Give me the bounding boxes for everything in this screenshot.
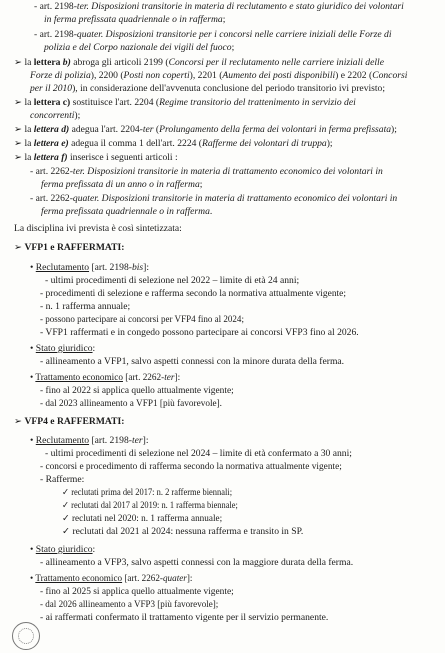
text-segment: concorrenti: [30, 110, 75, 121]
text-line: [41, 206, 212, 218]
text-segment: ter: [164, 372, 175, 383]
bullet-marker: ➢: [14, 242, 25, 253]
text-segment: );: [326, 138, 333, 149]
text-segment: - art. 2262-: [30, 166, 73, 177]
text-segment: - ultimi procedimenti di selezione nel 2024 – limite di età confermato a 30 anni;: [45, 448, 352, 459]
text-segment: );: [74, 110, 81, 121]
text-segment: [art. 2198-: [89, 435, 132, 446]
text-line: [14, 97, 356, 109]
text-segment: Regime transitorio del trattenimento in servizio dei: [159, 97, 356, 108]
text-segment: Trattamento economico: [35, 372, 123, 383]
text-segment: la: [24, 152, 34, 163]
text-line: [40, 327, 359, 339]
text-segment: - allineamento a VFP1, salvo aspetti connessi con la minore durata della ferma.: [40, 356, 345, 367]
text-segment: - allineamento a VFP3, salvo aspetti connessi con la maggiore durata della ferma.: [40, 557, 354, 568]
text-line: [40, 356, 344, 368]
text-line: [40, 612, 328, 624]
text-segment: );: [391, 124, 397, 135]
text-line: [40, 474, 84, 486]
text-line: [14, 242, 124, 254]
text-segment: La disciplina ivi prevista è così sintetizzata:: [14, 223, 182, 234]
text-segment: [art. 2262-: [122, 573, 163, 584]
text-segment: - art. 2198-: [34, 29, 77, 40]
text-segment: - art. 2198-: [34, 1, 77, 12]
bullet-marker: ✓: [62, 487, 72, 498]
text-segment: Concorsi: [372, 70, 408, 81]
text-line: [34, 1, 404, 13]
text-segment: ]:: [143, 262, 150, 273]
text-segment: Prolungamento della ferma dei volontari in ferma prefissata: [159, 124, 392, 135]
text-line: [41, 179, 202, 191]
text-segment: ), in considerazione dell'avvenuta conclusione del periodo transitorio ivi previsto;: [72, 83, 386, 94]
text-segment: Stato giuridico: [35, 343, 93, 354]
text-segment: bis: [131, 262, 144, 273]
text-line: [62, 487, 232, 499]
text-segment: ;: [199, 179, 203, 190]
text-segment: - possono partecipare ai concorsi per VFP4 fino al 2024;: [40, 314, 244, 325]
text-line: [30, 193, 397, 205]
text-segment: - Rafferme:: [40, 474, 85, 485]
text-segment: ter: [142, 124, 154, 135]
text-segment: adegua il comma 1 dell'art. 2224 (: [68, 138, 203, 149]
text-segment: in ferma prefissata quadriennale o in rafferma: [44, 14, 223, 25]
bullet-marker: •: [30, 435, 36, 446]
text-segment: Trattamento economico: [35, 573, 123, 584]
text-segment: - dal 2026 allineamento a VFP3 [più favorevole];: [40, 599, 219, 610]
text-line: [30, 262, 149, 274]
text-segment: la: [24, 124, 34, 135]
text-line: [40, 599, 218, 611]
text-segment: polizia e del Corpo nazionale dei vigili del fuoco: [44, 42, 232, 53]
text-segment: - VFP1 raffermati e in congedo possono partecipare ai concorsi VFP3 fino al 2026.: [40, 327, 359, 338]
text-segment: la: [24, 57, 34, 68]
text-segment: ter. Disposizioni transitorie in materia di trattamento economico dei volontari in: [72, 166, 383, 177]
text-segment: Posti non coperti: [123, 70, 190, 81]
text-line: [30, 544, 95, 556]
seal-stamp: [12, 622, 40, 650]
text-segment: ), 2200 (: [90, 70, 124, 81]
text-segment: :: [92, 343, 96, 354]
text-line: [62, 513, 222, 525]
text-segment: lettera e): [33, 138, 69, 149]
text-line: [40, 586, 234, 598]
text-segment: ), 2201 (: [189, 70, 223, 81]
text-segment: ]:: [142, 435, 149, 446]
bullet-marker: ➢: [14, 138, 25, 149]
text-segment: abroga gli articoli 2199 (: [70, 57, 169, 68]
bullet-marker: ✓: [62, 526, 73, 537]
text-line: [30, 70, 407, 82]
text-line: [40, 301, 130, 313]
text-segment: inserisce i seguenti articoli :: [67, 152, 178, 163]
text-segment: VFP4 e RAFFERMATI:: [24, 416, 125, 427]
text-segment: adegua l'art. 2204-: [69, 124, 143, 135]
text-segment: ferma prefissata quadriennale o in rafferma: [41, 206, 210, 217]
text-line: [62, 526, 303, 538]
text-segment: lettera c): [33, 97, 71, 108]
text-segment: reclutati dal 2021 al 2024: nessuna rafferma e transito in SP.: [72, 526, 304, 537]
text-line: [45, 448, 352, 460]
text-segment: ]:: [186, 573, 193, 584]
bullet-marker: ➢: [14, 152, 25, 163]
text-line: [30, 166, 383, 178]
text-line: [40, 398, 222, 410]
text-line: [62, 500, 238, 512]
text-segment: Reclutamento: [35, 435, 90, 446]
text-line: [14, 152, 178, 164]
text-segment: - ultimi procedimenti di selezione nel 2022 – limite di età 24 anni;: [45, 275, 300, 286]
bullet-marker: ➢: [14, 57, 25, 68]
text-segment: .: [209, 206, 213, 217]
bullet-marker: ➢: [14, 416, 25, 427]
text-line: [40, 557, 353, 569]
text-line: [14, 223, 182, 235]
text-segment: - fino al 2022 si applica quello attualmente vigente;: [40, 385, 234, 396]
text-line: [34, 29, 392, 41]
text-segment: - ai raffermati confermato il trattamento vigente per il servizio permanente.: [40, 612, 329, 623]
text-segment: ter. Disposizioni transitorie in materia di reclutamento e stato giuridico dei volontari: [76, 1, 404, 12]
text-segment: ter: [131, 435, 143, 446]
text-segment: ) e 2202 (: [335, 70, 373, 81]
text-line: [14, 124, 397, 136]
bullet-marker: •: [30, 343, 36, 354]
text-segment: - concorsi e procedimento di rafferma secondo la normativa attualmente vigente;: [40, 461, 342, 472]
text-line: [30, 573, 192, 585]
text-line: [40, 314, 244, 326]
text-segment: la: [24, 97, 34, 108]
text-segment: Stato giuridico: [35, 544, 93, 555]
bullet-marker: ✓: [62, 513, 72, 524]
text-segment: lettera f): [33, 152, 68, 163]
text-line: [45, 275, 299, 287]
text-line: [40, 385, 234, 397]
text-segment: ;: [231, 42, 235, 53]
text-segment: - art. 2262-: [30, 193, 73, 204]
text-segment: - procedimenti di selezione e rafferma secondo la normativa attualmente vigente;: [40, 288, 346, 299]
text-segment: per il 2010: [30, 83, 73, 94]
text-segment: reclutati prima del 2017: n. 2 rafferme biennali;: [71, 487, 233, 498]
bullet-marker: •: [30, 262, 36, 273]
text-line: [40, 461, 342, 473]
text-line: [30, 110, 80, 122]
bullet-marker: ➢: [14, 124, 25, 135]
text-line: [30, 372, 180, 384]
text-line: [44, 42, 234, 54]
bullet-marker: •: [30, 573, 36, 584]
text-segment: lettera d): [33, 124, 70, 135]
text-segment: ;: [222, 14, 226, 25]
bullet-marker: •: [30, 544, 36, 555]
text-segment: Rafferme dei volontari di truppa: [202, 138, 327, 149]
text-segment: reclutati nel 2020: n. 1 rafferma annuale;: [71, 513, 223, 524]
text-segment: (: [153, 124, 160, 135]
text-segment: sostituisce l'art. 2204 (: [70, 97, 160, 108]
text-segment: lettera: [33, 57, 63, 68]
text-segment: quater: [162, 573, 187, 584]
text-segment: Concorsi per il reclutamento nelle carriere iniziali delle: [168, 57, 384, 68]
text-segment: [art. 2262-: [122, 372, 165, 383]
text-line: [44, 14, 225, 26]
text-segment: quater. Disposizioni transitorie per i concorsi nelle carriere iniziali delle Forze di: [76, 29, 392, 40]
text-line: [40, 288, 346, 300]
text-segment: ferma prefissata di un anno o in rafferma: [41, 179, 200, 190]
text-segment: ]:: [174, 372, 181, 383]
text-segment: VFP1 e RAFFERMATI:: [24, 242, 125, 253]
text-line: [14, 138, 333, 150]
text-segment: quater. Disposizioni transitorie in materia di trattamento economico dei volontari in: [72, 193, 398, 204]
text-segment: Aumento dei posti disponibili: [222, 70, 336, 81]
text-segment: Forze di polizia: [30, 70, 91, 81]
text-segment: :: [92, 544, 96, 555]
text-line: [14, 57, 384, 69]
text-line: [30, 435, 149, 447]
text-segment: la: [24, 138, 34, 149]
bullet-marker: ✓: [62, 500, 72, 511]
text-segment: Reclutamento: [35, 262, 90, 273]
bullet-marker: ➢: [14, 97, 25, 108]
text-segment: - fino al 2025 si applica quello attualmente vigente;: [40, 586, 234, 597]
text-line: [30, 83, 385, 95]
text-line: [30, 343, 95, 355]
text-segment: - dal 2023 allineamento a VFP1 [più favorevole].: [40, 398, 223, 409]
text-segment: b): [62, 57, 71, 68]
text-segment: - n. 1 rafferma annuale;: [40, 301, 131, 312]
text-segment: reclutati dal 2017 al 2019: n. 1 rafferma biennale;: [71, 500, 238, 511]
text-segment: [art. 2198-: [89, 262, 132, 273]
bullet-marker: •: [30, 372, 36, 383]
text-line: [14, 416, 124, 428]
